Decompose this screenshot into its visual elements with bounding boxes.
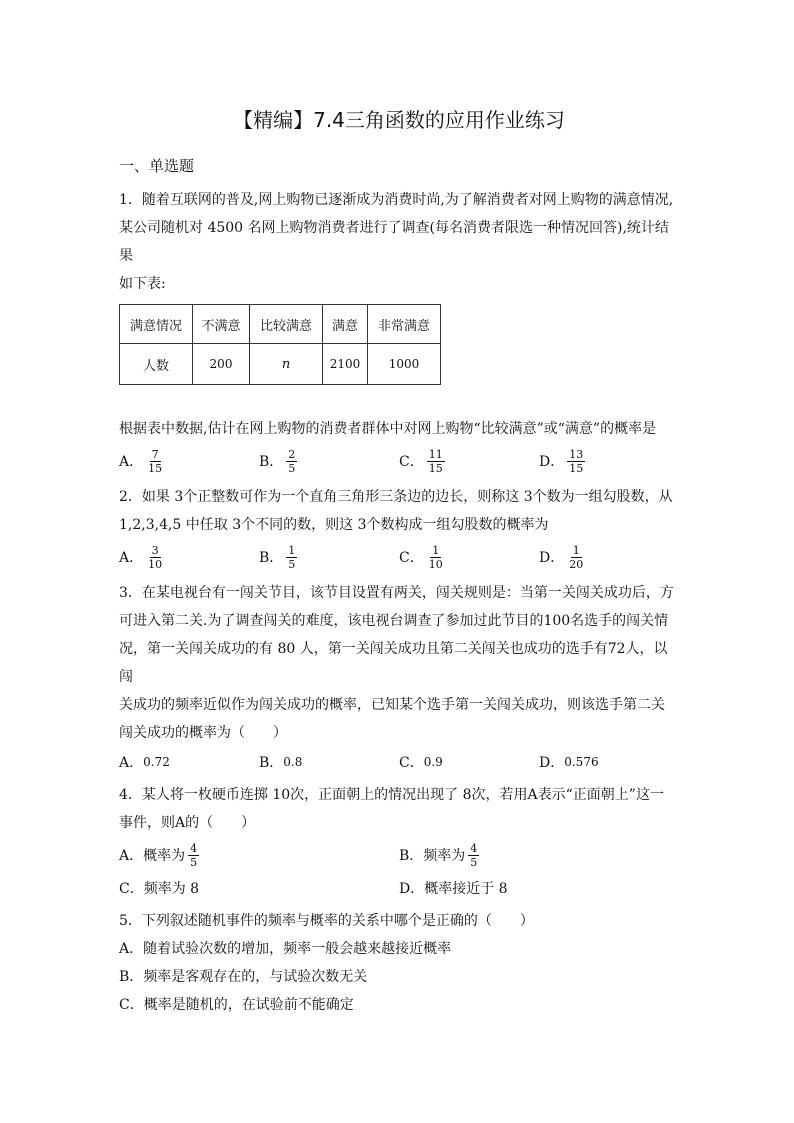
section-heading: 一、单选题 [119, 157, 195, 175]
option-label: B． [259, 755, 284, 771]
denominator: 15 [569, 461, 584, 475]
q4-options-row-2 [119, 873, 679, 903]
table-cell: 200 [193, 344, 250, 385]
option-value: 0.8 [283, 755, 303, 769]
fraction [567, 448, 585, 475]
q1-line-1: 1．随着互联网的普及,网上购物已逐渐成为消费时尚,为了解消费者对网上购物的满意情况, [119, 192, 674, 208]
table-cell: 1000 [368, 344, 441, 385]
q1-options [119, 443, 679, 479]
option-label: B． [259, 550, 284, 566]
fraction [427, 448, 445, 475]
numerator: 11 [428, 447, 443, 461]
option-d[interactable] [539, 448, 679, 475]
table-header-row [120, 305, 441, 344]
table-cell: n [250, 344, 323, 385]
option-value: 0.72 [143, 755, 170, 769]
q1-line-2: 某公司随机对 4500 名网上购物消费者进行了调查(每名消费者限选一种情况回答),统计结果 [119, 220, 669, 264]
fraction [146, 544, 164, 571]
option-label: C． [399, 550, 424, 566]
option-label: D． [539, 550, 565, 566]
denominator: 5 [288, 461, 296, 475]
q3-line-2: 可进入第二关.为了调查闯关的难度，该电视台调查了参加过此节目的100名选手的闯关情 [119, 613, 669, 629]
satisfaction-table [119, 304, 441, 385]
option-b[interactable] [259, 544, 399, 571]
option-text: 频率为 [423, 848, 466, 864]
option-label: A． [119, 454, 144, 470]
numerator: 4 [190, 841, 198, 855]
option-c[interactable] [399, 544, 539, 571]
denominator: 20 [569, 557, 584, 571]
option-d[interactable] [399, 878, 679, 898]
option-label: B． [259, 454, 284, 470]
denominator: 15 [428, 461, 443, 475]
option-label: D． [539, 755, 565, 771]
option-label: D． [539, 454, 565, 470]
option-text: 概率为 [143, 848, 186, 864]
table-row [120, 344, 441, 385]
option-c[interactable] [119, 878, 399, 898]
table-cell: 满意 [323, 305, 368, 344]
option-text: 频率为 8 [143, 881, 200, 897]
q4-options-row-1 [119, 837, 679, 873]
numerator: 3 [151, 543, 159, 557]
option-label: D． [399, 881, 425, 897]
q3-line-1: 3．在某电视台有一闯关节目，该节目设置有两关，闯关规则是：当第一关闯关成功后，方 [119, 585, 674, 601]
denominator: 10 [148, 557, 163, 571]
q5-stem: 5．下列叙述随机事件的频率与概率的关系中哪个是正确的（ ） [119, 913, 534, 929]
option-a[interactable] [119, 752, 259, 772]
question-3 [119, 579, 679, 777]
fraction [468, 842, 479, 869]
table-cell: 不满意 [193, 305, 250, 344]
option-b[interactable] [259, 448, 399, 475]
q2-line-1: 2．如果 3个正整数可作为一个直角三角形三条边的边长，则称这 3个数为一组勾股数，从 [119, 489, 673, 505]
fraction [286, 448, 297, 475]
q3-line-5: 闯关成功的概率为（ ） [119, 725, 287, 741]
fraction [567, 544, 585, 571]
fraction [427, 544, 445, 571]
numerator: 1 [288, 543, 296, 557]
denominator: 5 [470, 855, 478, 869]
q1-question: 根据表中数据,估计在网上购物的消费者群体中对网上购物“比较满意”或“满意”的概率是 [119, 421, 657, 437]
option-label: A． [119, 848, 144, 864]
option-a[interactable]: A．随着试验次数的增加，频率一般会越来越接近概率 [119, 941, 452, 957]
table-cell: 满意情况 [120, 305, 193, 344]
fraction [188, 842, 199, 869]
numerator: 7 [151, 447, 159, 461]
option-a[interactable] [119, 842, 399, 869]
question-4 [119, 781, 679, 903]
denominator: 5 [190, 855, 198, 869]
denominator: 5 [288, 557, 296, 571]
q2-line-2: 1,2,3,4,5 中任取 3个不同的数，则这 3个数构成一组勾股数的概率为 [119, 517, 549, 533]
q2-options [119, 539, 679, 575]
table-cell: 比较满意 [250, 305, 323, 344]
option-label: A． [119, 755, 144, 771]
q4-line-1: 4．某人将一枚硬币连掷 10次，正面朝上的情况出现了 8次，若用A表示“正面朝上”这一 [119, 787, 664, 803]
numerator: 1 [572, 543, 580, 557]
q1-line-3: 如下表: [119, 276, 166, 292]
option-b[interactable] [399, 842, 679, 869]
option-a[interactable] [119, 544, 259, 571]
fraction [286, 544, 297, 571]
q4-line-2: 事件，则A的（ ） [119, 815, 256, 831]
option-a[interactable] [119, 448, 259, 475]
question-1 [119, 186, 679, 479]
q3-line-3: 况，第一关闯关成功的有 80 人，第一关闯关成功且第二关闯关也成功的选手有72人，以闯 [119, 641, 668, 685]
option-value: 0.9 [423, 755, 443, 769]
option-text: 概率接近于 8 [424, 881, 508, 897]
option-c[interactable] [399, 752, 539, 772]
q3-options [119, 747, 679, 777]
option-value: 0.576 [564, 755, 599, 769]
numerator: 4 [470, 841, 478, 855]
option-c[interactable] [399, 448, 539, 475]
numerator: 2 [288, 447, 296, 461]
numerator: 13 [569, 447, 584, 461]
table-cell: 人数 [120, 344, 193, 385]
fraction [146, 448, 164, 475]
option-label: C． [119, 881, 144, 897]
document-content [119, 104, 679, 1019]
denominator: 15 [148, 461, 163, 475]
option-b[interactable]: B．频率是客观存在的，与试验次数无关 [119, 969, 368, 985]
option-label: B． [399, 848, 424, 864]
table-cell: 2100 [323, 344, 368, 385]
table-cell: 非常满意 [368, 305, 441, 344]
option-d[interactable] [539, 752, 679, 772]
option-label: C． [399, 755, 424, 771]
option-label: C． [399, 454, 424, 470]
option-b[interactable] [259, 752, 399, 772]
denominator: 10 [428, 557, 443, 571]
option-d[interactable] [539, 544, 679, 571]
question-2 [119, 483, 679, 575]
page-title: 【精编】7.4三角函数的应用作业练习 [233, 108, 565, 132]
option-c[interactable]: C．概率是随机的，在试验前不能确定 [119, 997, 354, 1013]
question-5 [119, 907, 679, 1019]
option-label: A． [119, 550, 144, 566]
q3-line-4: 关成功的频率近似作为闯关成功的概率，已知某个选手第一关闯关成功，则该选手第二关 [119, 697, 665, 713]
numerator: 1 [432, 543, 440, 557]
